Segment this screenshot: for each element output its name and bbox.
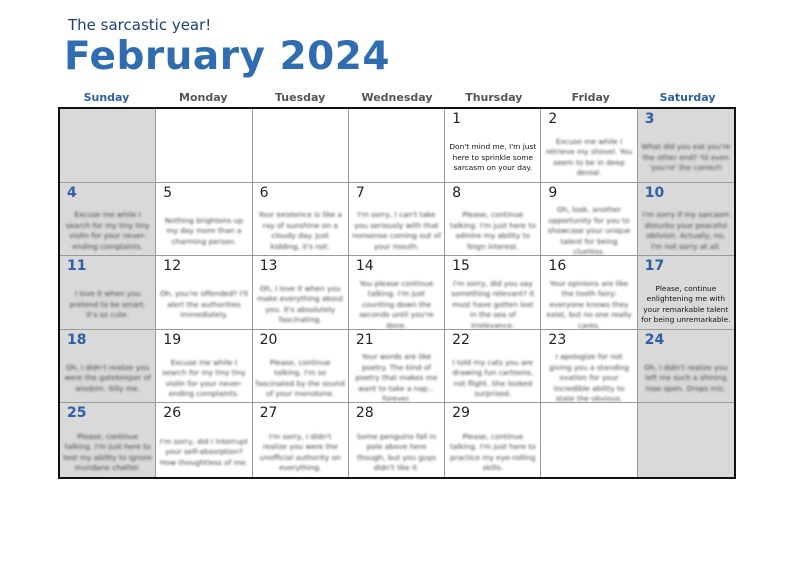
- day-cell: [349, 256, 445, 330]
- day-number: 9: [548, 184, 558, 201]
- day-number: 2: [548, 111, 558, 127]
- day-cell: [156, 256, 252, 330]
- day-cell: [445, 256, 541, 330]
- day-number: 16: [548, 258, 567, 275]
- calendar-grid: [58, 107, 736, 479]
- day-note: Oh, I didn't realize you were the gatekeeper of wisdom. Silly me.: [64, 362, 151, 393]
- empty-day-cell: [541, 403, 637, 477]
- day-number: 13: [259, 258, 278, 275]
- day-note: Your opinions are like the tooth fairy: everyone knows they exist, but no one really cares.: [546, 278, 632, 330]
- weekday-thursday: Thursday: [465, 91, 523, 104]
- day-note: Nothing brightens up my day more than a charming person.: [164, 215, 244, 246]
- day-cell: [156, 183, 252, 257]
- empty-day-cell: [253, 109, 349, 183]
- day-note: Please, continue talking. I'm just here to admire my ability to feign interest.: [449, 210, 536, 251]
- day-note: Don't mind me, I'm just here to sprinkle some sarcasm on your day.: [449, 142, 537, 173]
- day-cell: [638, 256, 734, 330]
- day-note: [159, 136, 248, 180]
- weekday-monday: Monday: [179, 91, 228, 104]
- day-number: 10: [644, 184, 665, 201]
- day-number: 4: [67, 184, 77, 201]
- weekday-wednesday: Wednesday: [361, 91, 433, 104]
- empty-day-cell: [60, 109, 156, 183]
- day-cell: [638, 109, 734, 183]
- day-number: 25: [67, 405, 87, 422]
- day-number: 8: [452, 184, 462, 201]
- weekday-header-row: [58, 91, 736, 105]
- day-number: 6: [259, 184, 269, 201]
- day-number: 23: [548, 331, 567, 348]
- day-note: I'm sorry, I can't take you seriously with that nonsense coming out of your mouth.: [352, 210, 441, 251]
- day-note: Oh, look, another opportunity for you to showcase your unique talent for being clueless.: [547, 205, 631, 257]
- day-note: Excuse me while I search for my tiny tiny violin for your never-ending complaints.: [65, 210, 150, 251]
- day-cell: [253, 330, 349, 404]
- day-cell: [60, 330, 156, 404]
- day-note: I apologize for not giving you a standing ovation for your incredible ability to state the obvious.: [549, 352, 629, 404]
- day-note: Please, continue talking. I'm just here to practice my eye-rolling skills.: [449, 431, 536, 473]
- day-number: 12: [163, 258, 182, 275]
- day-number: 15: [452, 258, 470, 275]
- day-number: 14: [355, 258, 374, 275]
- day-cell: [156, 330, 252, 404]
- day-note: [352, 136, 441, 180]
- day-note: You please continue talking. I'm just counting down the seconds until you're done.: [359, 278, 434, 330]
- day-note: Oh, I didn't realize you left me such a shining rose open. Drops mic.: [644, 362, 728, 393]
- day-note: Excuse me while I retrieve my shovel. You seem to be in deep denial.: [545, 136, 633, 178]
- day-number: 19: [163, 331, 182, 348]
- day-cell: [638, 183, 734, 257]
- day-note: [256, 136, 345, 180]
- day-cell: [253, 183, 349, 257]
- day-note: I'm sorry, I didn't realize you were the unofficial authority on everything.: [259, 431, 341, 473]
- day-number: 1: [452, 111, 462, 127]
- day-note: Your words are like poetry. The kind of poetry that makes me want to take a nap... forever.: [355, 352, 438, 404]
- day-number: 11: [67, 258, 87, 275]
- empty-day-cell: [638, 403, 734, 477]
- day-number: 3: [644, 111, 655, 127]
- day-note: I'm sorry, did I interrupt your self-absorption? How thoughtless of me.: [159, 436, 248, 467]
- empty-day-cell: [349, 109, 445, 183]
- day-cell: [253, 256, 349, 330]
- day-number: 7: [355, 184, 365, 201]
- day-cell: [638, 330, 734, 404]
- day-cell: [445, 403, 541, 477]
- day-number: 27: [259, 405, 278, 422]
- calendar-subtitle: The sarcastic year!: [68, 16, 212, 34]
- day-note: I'm sorry, did you say something relevant? It must have gotten lost in the sea of irrelevance.: [451, 278, 535, 330]
- day-note: [544, 430, 633, 475]
- day-cell: [349, 330, 445, 404]
- day-number: 18: [67, 331, 87, 348]
- day-note: [63, 136, 152, 180]
- day-note: Your existence is like a ray of sunshine on a cloudy day. Just kidding, it's not.: [258, 210, 343, 251]
- day-cell: [349, 183, 445, 257]
- weekday-sunday: Sunday: [83, 91, 130, 104]
- day-number: 22: [452, 331, 470, 348]
- weekday-friday: Friday: [571, 91, 610, 104]
- day-number: 24: [644, 331, 665, 348]
- day-cell: [541, 109, 637, 183]
- day-note: Please, continue talking. I'm so fascinated by the sound of your monotone.: [255, 357, 345, 399]
- day-number: 20: [259, 331, 278, 348]
- day-cell: [60, 403, 156, 477]
- day-cell: [156, 403, 252, 477]
- day-cell: [60, 183, 156, 257]
- day-cell: [541, 256, 637, 330]
- day-note: Oh, you're offended? I'll alert the authorities immediately.: [159, 289, 248, 320]
- day-note: [641, 430, 731, 475]
- day-note: Some penguins fall in pole above here though, but you guys didn't like it.: [356, 431, 437, 473]
- weekday-saturday: Saturday: [659, 91, 716, 104]
- weekday-tuesday: Tuesday: [275, 91, 326, 104]
- day-cell: [253, 403, 349, 477]
- day-number: 17: [644, 258, 665, 275]
- day-note: Please, continue enlightening me with your remarkable talent for being unremarkable.: [641, 283, 731, 325]
- empty-day-cell: [156, 109, 252, 183]
- day-note: Excuse me while I search for my tiny tiny violin for your never-ending complaints.: [162, 357, 246, 399]
- calendar-title: February 2024: [64, 34, 391, 79]
- day-cell: [349, 403, 445, 477]
- day-number: 21: [355, 331, 374, 348]
- day-number: 29: [452, 405, 470, 422]
- day-cell: [541, 330, 637, 404]
- day-note: I told my cats you are drawing fun cartoons, not flight. She looked surprised.: [452, 357, 534, 399]
- day-note: I'm sorry if my sarcasm disturbs your peaceful oblivion. Actually, no, I'm not sorry at all.: [642, 210, 730, 251]
- day-note: Oh, I love it when you make everything about you. It's absolutely fascinating.: [257, 283, 344, 325]
- day-note: Please, continue talking. I'm just here to test my ability to ignore mundane chatter.: [63, 431, 152, 473]
- day-cell: [60, 256, 156, 330]
- day-number: 28: [355, 405, 374, 422]
- day-cell: [541, 183, 637, 257]
- day-cell: [445, 183, 541, 257]
- day-number: 26: [163, 405, 182, 422]
- day-cell: [445, 109, 541, 183]
- day-note: I love it when you pretend to be smart. It's so cute.: [69, 289, 146, 320]
- day-note: What did you eat you're the other end? 'til even 'you're' the correct!: [641, 142, 731, 173]
- day-cell: [445, 330, 541, 404]
- day-number: 5: [163, 184, 173, 201]
